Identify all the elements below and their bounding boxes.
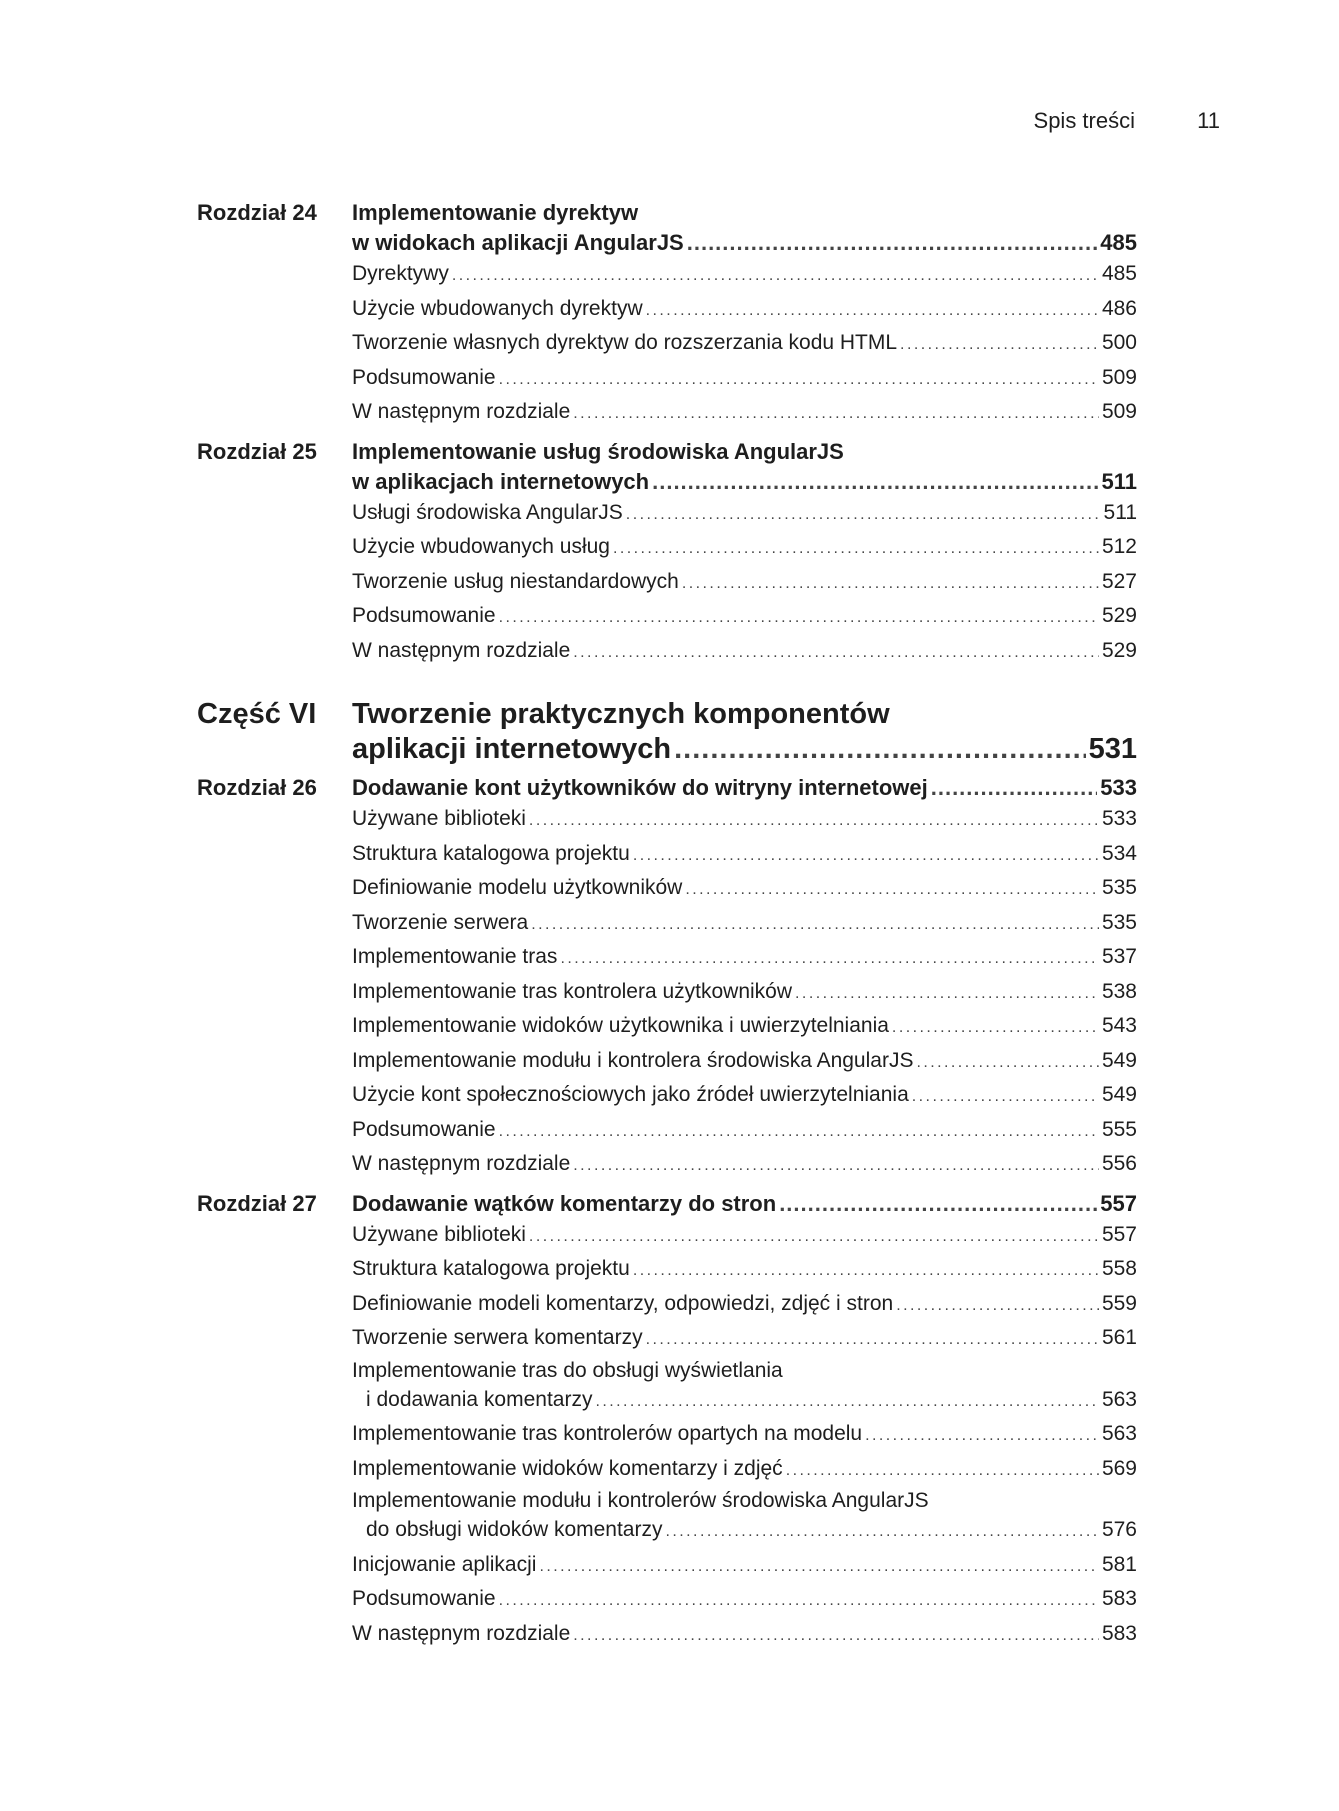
dot-leader bbox=[916, 1047, 1099, 1080]
chapter-title-line1: Implementowanie usług środowiska AngularJS bbox=[352, 438, 844, 464]
dot-leader bbox=[652, 467, 1098, 497]
dot-leader bbox=[499, 364, 1099, 397]
chapter-title-entry[interactable] bbox=[352, 228, 1137, 258]
dot-leader bbox=[682, 568, 1099, 601]
section-page: 485 bbox=[1101, 262, 1137, 285]
section-page: 509 bbox=[1101, 365, 1137, 389]
section-title: W następnym rozdziale bbox=[352, 400, 571, 423]
section-page: 557 bbox=[1101, 1222, 1137, 1246]
section-page: 538 bbox=[1101, 979, 1137, 1003]
section-title: Tworzenie własnych dyrektyw do rozszerzania kodu HTML bbox=[352, 331, 898, 354]
section-entry-wrapped[interactable] bbox=[352, 1357, 1137, 1419]
section-title: Struktura katalogowa projektu bbox=[352, 841, 630, 865]
section-title: W następnym rozdziale bbox=[352, 1621, 571, 1645]
chapter-label: Rozdział 26 bbox=[197, 775, 317, 800]
section-title: Podsumowanie bbox=[352, 1117, 496, 1141]
section-title: Inicjowanie aplikacji bbox=[352, 1552, 537, 1576]
chapter-label: Rozdział 25 bbox=[197, 438, 317, 464]
section-entry[interactable] bbox=[352, 362, 1137, 397]
section-entry[interactable] bbox=[352, 1322, 1137, 1357]
section-page: 534 bbox=[1101, 841, 1137, 865]
section-title-line1: Implementowanie tras do obsługi wyświetlania bbox=[352, 1358, 783, 1382]
section-title: Implementowanie widoków komentarzy i zdjęć bbox=[352, 1456, 783, 1480]
dot-leader bbox=[786, 1455, 1099, 1488]
section-title: Definiowanie modeli komentarzy, odpowiedzi, zdjęć i stron bbox=[352, 1291, 894, 1315]
section-page: 509 bbox=[1101, 400, 1137, 423]
chapter-title-line2: w aplikacjach internetowych bbox=[352, 468, 650, 494]
part-label: Część VI bbox=[197, 698, 317, 730]
section-page: 527 bbox=[1101, 569, 1137, 593]
dot-leader bbox=[931, 773, 1098, 803]
section-page: 543 bbox=[1101, 1014, 1137, 1037]
section-page: 563 bbox=[1101, 1387, 1137, 1411]
section-title: Implementowanie tras kontrolera użytkowników bbox=[352, 979, 793, 1003]
section-entry[interactable] bbox=[352, 1418, 1137, 1453]
section-page: 535 bbox=[1101, 876, 1137, 899]
section-title: Implementowanie tras kontrolerów opartych na modelu bbox=[352, 1422, 863, 1445]
chapter-title-line2: w widokach aplikacji AngularJS bbox=[352, 230, 684, 255]
section-entry[interactable] bbox=[352, 327, 1137, 362]
section-page: 581 bbox=[1101, 1552, 1137, 1576]
dot-leader bbox=[499, 1585, 1099, 1618]
section-title: W następnym rozdziale bbox=[352, 638, 571, 662]
section-title: Podsumowanie bbox=[352, 604, 496, 627]
dot-leader bbox=[573, 637, 1099, 670]
dot-leader bbox=[633, 1255, 1099, 1288]
section-entry[interactable] bbox=[352, 976, 1137, 1011]
page-number: 11 bbox=[1197, 108, 1220, 133]
dot-leader bbox=[646, 295, 1099, 328]
section-title: Podsumowanie bbox=[352, 1587, 496, 1610]
section-entry[interactable] bbox=[352, 1253, 1137, 1288]
section-entry-wrapped[interactable] bbox=[352, 1487, 1137, 1549]
chapter-label: Rozdział 24 bbox=[197, 200, 317, 225]
section-title-line1: Implementowanie modułu i kontrolerów środowiska AngularJS bbox=[352, 1489, 929, 1512]
section-page: 486 bbox=[1101, 296, 1137, 320]
part-title-entry[interactable] bbox=[352, 732, 1137, 767]
section-page: 512 bbox=[1101, 535, 1137, 558]
section-entry[interactable] bbox=[352, 803, 1137, 838]
dot-leader bbox=[595, 1386, 1098, 1419]
section-page: 535 bbox=[1101, 910, 1137, 934]
section-title: Tworzenie usług niestandardowych bbox=[352, 569, 679, 593]
section-title: Tworzenie serwera bbox=[352, 910, 529, 934]
chapter-title-entry[interactable] bbox=[352, 467, 1137, 497]
section-page: 537 bbox=[1101, 945, 1137, 968]
dot-leader bbox=[646, 1324, 1099, 1357]
dot-leader bbox=[531, 909, 1099, 942]
section-entry[interactable] bbox=[352, 1583, 1137, 1618]
section-entry[interactable] bbox=[352, 1618, 1137, 1653]
part-title-line1: Tworzenie praktycznych komponentów bbox=[352, 698, 890, 730]
chapter-26 bbox=[197, 773, 1137, 1183]
chapter-25 bbox=[197, 437, 1137, 670]
dot-leader bbox=[892, 1012, 1099, 1045]
chapter-title-line1: Implementowanie dyrektyw bbox=[352, 200, 639, 225]
section-page: 533 bbox=[1101, 807, 1137, 830]
chapter-page: 557 bbox=[1100, 1190, 1137, 1216]
section-entry[interactable] bbox=[352, 1114, 1137, 1149]
part-6 bbox=[197, 697, 1137, 767]
section-entry[interactable] bbox=[352, 907, 1137, 942]
dot-leader bbox=[499, 1116, 1099, 1149]
dot-leader bbox=[539, 1551, 1099, 1584]
chapter-page: 485 bbox=[1100, 230, 1137, 255]
section-entry[interactable] bbox=[352, 1288, 1137, 1323]
dot-leader bbox=[687, 228, 1098, 258]
dot-leader bbox=[499, 602, 1099, 635]
section-entry[interactable] bbox=[352, 838, 1137, 873]
chapter-title: Dodawanie kont użytkowników do witryny internetowej bbox=[352, 775, 928, 800]
dot-leader bbox=[573, 1620, 1099, 1653]
dot-leader bbox=[573, 398, 1099, 431]
chapter-27 bbox=[197, 1189, 1137, 1653]
dot-leader bbox=[529, 1221, 1099, 1254]
section-title: Użycie wbudowanych dyrektyw bbox=[352, 296, 643, 320]
part-title-line2: aplikacji internetowych bbox=[352, 733, 672, 765]
section-title: do obsługi widoków komentarzy bbox=[366, 1518, 663, 1541]
chapter-page: 511 bbox=[1101, 468, 1137, 494]
section-page: 561 bbox=[1101, 1326, 1137, 1349]
section-page: 563 bbox=[1101, 1422, 1137, 1445]
dot-leader bbox=[674, 732, 1086, 767]
section-entry[interactable] bbox=[352, 1045, 1137, 1080]
dot-leader bbox=[665, 1516, 1098, 1549]
section-page: 583 bbox=[1101, 1621, 1137, 1645]
dot-leader bbox=[865, 1420, 1099, 1453]
section-entry[interactable] bbox=[352, 872, 1137, 907]
section-page: 569 bbox=[1101, 1456, 1137, 1480]
dot-leader bbox=[633, 840, 1099, 873]
section-entry[interactable] bbox=[352, 1148, 1137, 1183]
section-page: 529 bbox=[1101, 604, 1137, 627]
section-entry[interactable] bbox=[352, 258, 1137, 293]
section-title: Używane biblioteki bbox=[352, 1222, 526, 1246]
dot-leader bbox=[900, 329, 1099, 362]
dot-leader bbox=[560, 943, 1099, 976]
section-title: W następnym rozdziale bbox=[352, 1152, 571, 1175]
section-page: 511 bbox=[1103, 500, 1137, 524]
running-header bbox=[1020, 108, 1220, 138]
section-page: 556 bbox=[1101, 1152, 1137, 1175]
section-title: Podsumowanie bbox=[352, 365, 496, 389]
section-title: Dyrektywy bbox=[352, 262, 449, 285]
section-page: 576 bbox=[1101, 1518, 1137, 1541]
section-entry[interactable] bbox=[352, 1010, 1137, 1045]
dot-leader bbox=[452, 260, 1099, 293]
section-entry[interactable] bbox=[352, 531, 1137, 566]
section-entry[interactable] bbox=[352, 1453, 1137, 1488]
chapter-24 bbox=[197, 198, 1137, 431]
chapter-page: 533 bbox=[1100, 775, 1137, 800]
section-entry[interactable] bbox=[352, 941, 1137, 976]
dot-leader bbox=[685, 874, 1099, 907]
section-title: Użycie wbudowanych usług bbox=[352, 535, 610, 558]
table-of-contents bbox=[197, 198, 1137, 1658]
dot-leader bbox=[529, 805, 1099, 838]
section-title: Definiowanie modelu użytkowników bbox=[352, 876, 683, 899]
dot-leader bbox=[795, 978, 1099, 1011]
chapter-title-entry[interactable] bbox=[352, 1189, 1137, 1219]
dot-leader bbox=[613, 533, 1099, 566]
dot-leader bbox=[896, 1290, 1099, 1323]
section-title: Implementowanie tras bbox=[352, 945, 558, 968]
section-entry[interactable] bbox=[352, 396, 1137, 431]
section-title: Używane biblioteki bbox=[352, 807, 526, 830]
section-page: 559 bbox=[1101, 1291, 1137, 1315]
dot-leader bbox=[779, 1189, 1097, 1219]
section-entry[interactable] bbox=[352, 566, 1137, 601]
section-entry[interactable] bbox=[352, 635, 1137, 670]
section-page: 555 bbox=[1101, 1117, 1137, 1141]
part-page: 531 bbox=[1088, 733, 1137, 765]
section-title: Implementowanie modułu i kontrolera środowiska AngularJS bbox=[352, 1048, 914, 1072]
section-title: Implementowanie widoków użytkownika i uwierzytelniania bbox=[352, 1014, 889, 1037]
section-entry[interactable] bbox=[352, 600, 1137, 635]
section-entry[interactable] bbox=[352, 497, 1137, 532]
chapter-title: Dodawanie wątków komentarzy do stron bbox=[352, 1190, 777, 1216]
dot-leader bbox=[626, 499, 1101, 532]
section-page: 549 bbox=[1101, 1048, 1137, 1072]
dot-leader bbox=[912, 1081, 1099, 1114]
section-page: 583 bbox=[1101, 1587, 1137, 1610]
section-title: Usługi środowiska AngularJS bbox=[352, 500, 623, 524]
chapter-title-entry[interactable] bbox=[352, 773, 1137, 803]
chapter-label: Rozdział 27 bbox=[197, 1190, 317, 1216]
section-title: i dodawania komentarzy bbox=[366, 1387, 593, 1411]
section-entry[interactable] bbox=[352, 1219, 1137, 1254]
section-page: 529 bbox=[1101, 638, 1137, 662]
section-title: Struktura katalogowa projektu bbox=[352, 1257, 630, 1280]
running-header-title: Spis treści bbox=[1033, 108, 1135, 133]
section-entry[interactable] bbox=[352, 1549, 1137, 1584]
section-page: 558 bbox=[1101, 1257, 1137, 1280]
section-entry[interactable] bbox=[352, 293, 1137, 328]
section-title: Użycie kont społecznościowych jako źródeł uwierzytelniania bbox=[352, 1083, 909, 1106]
section-title: Tworzenie serwera komentarzy bbox=[352, 1326, 643, 1349]
section-page: 549 bbox=[1101, 1083, 1137, 1106]
section-page: 500 bbox=[1101, 331, 1137, 354]
dot-leader bbox=[573, 1150, 1099, 1183]
section-entry[interactable] bbox=[352, 1079, 1137, 1114]
